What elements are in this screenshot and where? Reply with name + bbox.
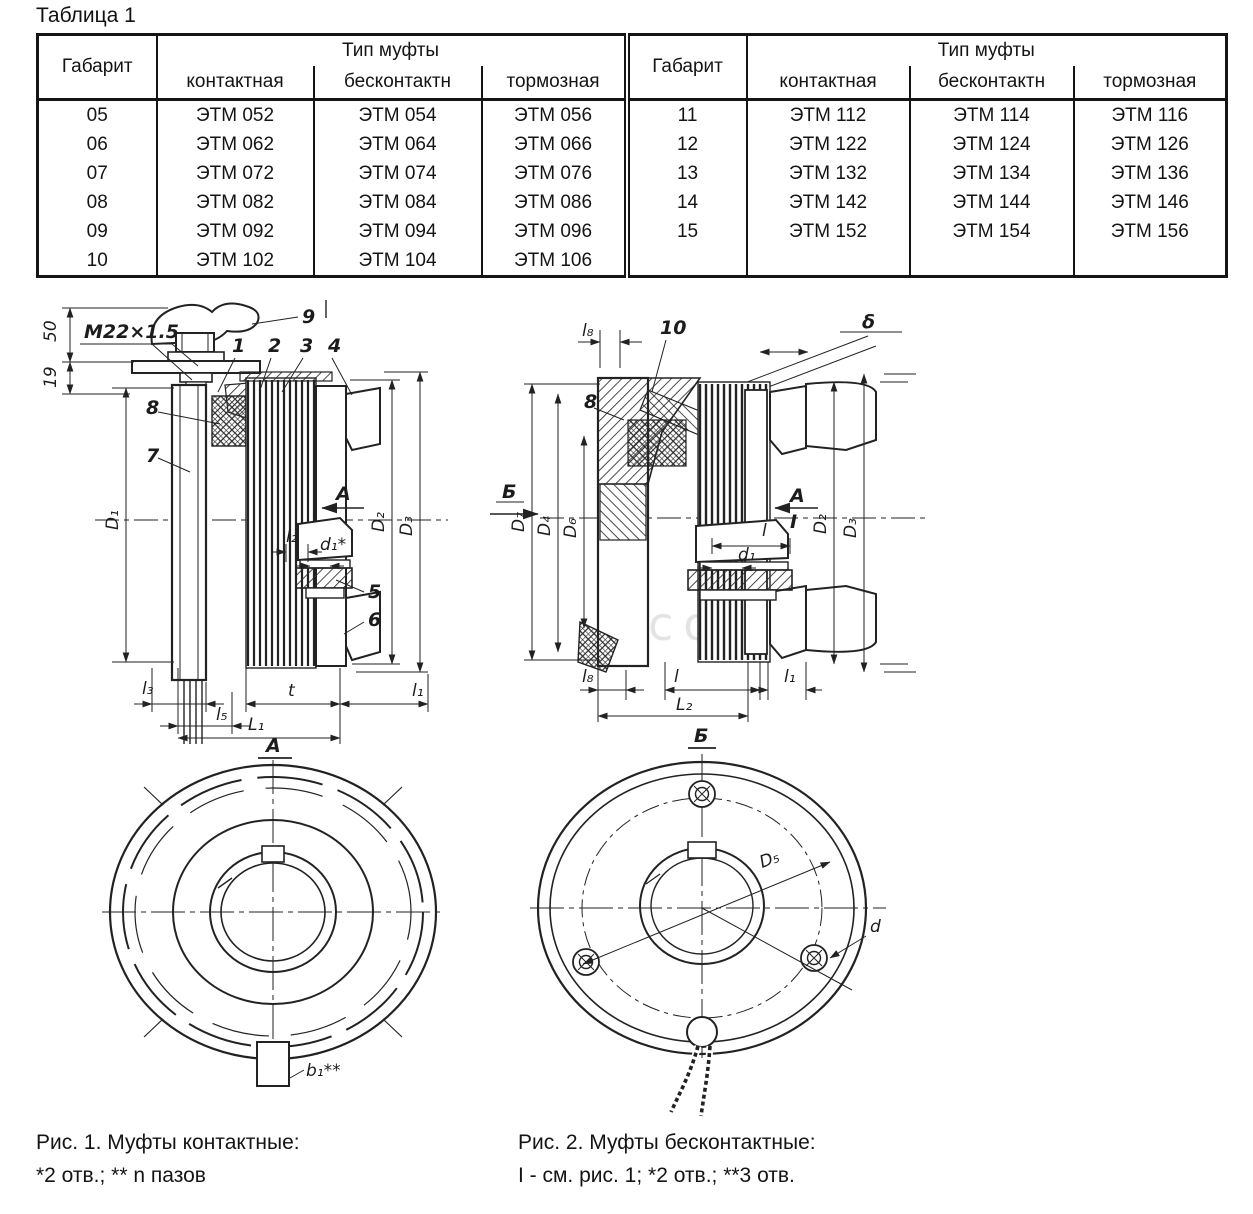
view-b-front — [530, 725, 886, 1116]
fig1-t-label: t — [288, 681, 295, 701]
cell: ЭТМ 082 — [157, 188, 314, 217]
header-tip-mufty-right: Тип муфты — [747, 35, 1227, 67]
fig1-l2-label: l₂ — [286, 527, 298, 547]
cell: 09 — [38, 217, 157, 246]
cell: ЭТМ 156 — [1074, 217, 1227, 246]
fig1-part9-label: 9 — [302, 306, 316, 328]
cell: ЭТМ 066 — [482, 130, 627, 159]
fig1-section-a-label: А — [336, 483, 351, 505]
cell: ЭТМ 126 — [1074, 130, 1227, 159]
view-b-D5-label: D₅ — [756, 847, 783, 873]
cell: ЭТМ 092 — [157, 217, 314, 246]
header-kontaktnaya-right: контактная — [747, 66, 910, 100]
bolt-hole-right — [801, 945, 827, 971]
view-b-title: Б — [694, 725, 709, 747]
cell: 12 — [627, 130, 747, 159]
cell: 11 — [627, 100, 747, 131]
fig2-lbot-label: l — [674, 667, 679, 687]
view-a-front — [102, 735, 444, 1086]
view-a-slot-label: b₁** — [306, 1061, 341, 1081]
fig1-l5-label: l₅ — [216, 705, 228, 725]
cell: ЭТМ 086 — [482, 188, 627, 217]
fig2-D2-label: D₂ — [811, 514, 831, 534]
fig2-D4-label: D₄ — [535, 516, 555, 536]
fig1-part6-label: 6 — [368, 609, 382, 631]
fig1-part8-label: 8 — [146, 397, 160, 419]
figure1-caption — [36, 1126, 300, 1192]
cell: ЭТМ 054 — [314, 100, 482, 131]
cell: 15 — [627, 217, 747, 246]
header-tormoznaya-right: тормозная — [1074, 66, 1227, 100]
cell: ЭТМ 114 — [910, 100, 1074, 131]
figure2-caption-line2: I - см. рис. 1; *2 отв.; **3 отв. — [518, 1164, 795, 1187]
cell: ЭТМ 146 — [1074, 188, 1227, 217]
header-tormoznaya-left: тормозная — [482, 66, 627, 100]
cell: ЭТМ 084 — [314, 188, 482, 217]
figure2-caption — [518, 1126, 816, 1192]
fig2-i-label: I — [790, 511, 798, 533]
table-title: Таблица 1 — [36, 4, 136, 27]
fig1-l1-label: l₁ — [412, 681, 424, 701]
fig1-part5-label: 5 — [368, 581, 382, 603]
cell: 10 — [38, 246, 157, 277]
bolt-hole-left — [573, 949, 599, 975]
cell: 14 — [627, 188, 747, 217]
cell: ЭТМ 122 — [747, 130, 910, 159]
fig2-D3-label: D₃ — [841, 518, 861, 538]
cell: ЭТМ 144 — [910, 188, 1074, 217]
cell: ЭТМ 102 — [157, 246, 314, 277]
cell: ЭТМ 134 — [910, 159, 1074, 188]
figure2-cross-section — [490, 311, 930, 722]
fig2-l8bot-label: l₈ — [582, 667, 594, 687]
cell: ЭТМ 096 — [482, 217, 627, 246]
fig1-part2-label: 2 — [268, 335, 282, 357]
cell: ЭТМ 104 — [314, 246, 482, 277]
cell: ЭТМ 132 — [747, 159, 910, 188]
fig2-part8-label: 8 — [584, 391, 598, 413]
fig1-thread-label: М22×1.5 — [84, 321, 179, 343]
fig1-l3-label: l₃ — [142, 679, 154, 699]
cell: ЭТМ 154 — [910, 217, 1074, 246]
cell: ЭТМ 056 — [482, 100, 627, 131]
fig2-l-label: l — [762, 521, 767, 541]
cell: ЭТМ 074 — [314, 159, 482, 188]
fig2-L2-label: L₂ — [676, 695, 693, 715]
figure1-caption-line2: *2 отв.; ** n пазов — [36, 1164, 206, 1187]
cell: ЭТМ 094 — [314, 217, 482, 246]
cell: ЭТМ 052 — [157, 100, 314, 131]
fig1-part3-label: 3 — [300, 335, 314, 357]
fig1-D3-label: D₃ — [397, 516, 417, 536]
header-kontaktnaya-left: контактная — [157, 66, 314, 100]
cell: 05 — [38, 100, 157, 131]
cell: ЭТМ 062 — [157, 130, 314, 159]
fig1-part4-label: 4 — [328, 335, 342, 357]
fig2-D6-label: D₆ — [561, 518, 581, 538]
cell: 08 — [38, 188, 157, 217]
cell: 13 — [627, 159, 747, 188]
fig2-part10-label: 10 — [660, 317, 687, 339]
fig1-L1-label: L₁ — [248, 715, 265, 735]
view-b-d-label: d — [870, 917, 881, 937]
header-beskontaktn-left: бесконтактн — [314, 66, 482, 100]
figure1-caption-line1: Рис. 1. Муфты контактные: — [36, 1131, 300, 1154]
cell: ЭТМ 072 — [157, 159, 314, 188]
fig2-l1-label: l₁ — [784, 667, 796, 687]
header-gabarit-left: Габарит — [38, 35, 157, 100]
cell: 06 — [38, 130, 157, 159]
fig1-dim19: 19 — [41, 366, 61, 388]
fig1-dim50: 50 — [41, 320, 61, 342]
fig1-part7-label: 7 — [146, 445, 160, 467]
figure2-caption-line1: Рис. 2. Муфты бесконтактные: — [518, 1131, 816, 1154]
header-beskontaktn-right: бесконтактн — [910, 66, 1074, 100]
fig2-l8top-label: l₈ — [582, 321, 594, 341]
fig1-D2-label: D₂ — [369, 512, 389, 532]
cell: ЭТМ 076 — [482, 159, 627, 188]
cell: ЭТМ 064 — [314, 130, 482, 159]
cell: ЭТМ 136 — [1074, 159, 1227, 188]
fig2-delta-label: δ — [862, 311, 876, 333]
fig2-a-label: А — [790, 485, 805, 507]
fig1-d1-label: d₁* — [320, 535, 347, 555]
cell: ЭТМ 112 — [747, 100, 910, 131]
header-tip-mufty-left: Тип муфты — [157, 35, 627, 67]
fig1-D1-label: D₁ — [103, 510, 123, 530]
cell: ЭТМ 152 — [747, 217, 910, 246]
figure1-cross-section — [41, 300, 448, 744]
view-a-title: А — [266, 735, 281, 757]
cell: ЭТМ 116 — [1074, 100, 1227, 131]
bolt-hole-top — [689, 781, 715, 807]
header-gabarit-right: Габарит — [627, 35, 747, 100]
fig2-D7-label: D₇ — [509, 512, 529, 532]
cell: ЭТМ 124 — [910, 130, 1074, 159]
cell: 07 — [38, 159, 157, 188]
cell: ЭТМ 106 — [482, 246, 627, 277]
fig2-section-b-label: Б — [502, 481, 517, 503]
fig2-d1-label: d₁ — [738, 545, 756, 565]
cell: ЭТМ 142 — [747, 188, 910, 217]
fig1-part1-label: 1 — [232, 335, 246, 357]
